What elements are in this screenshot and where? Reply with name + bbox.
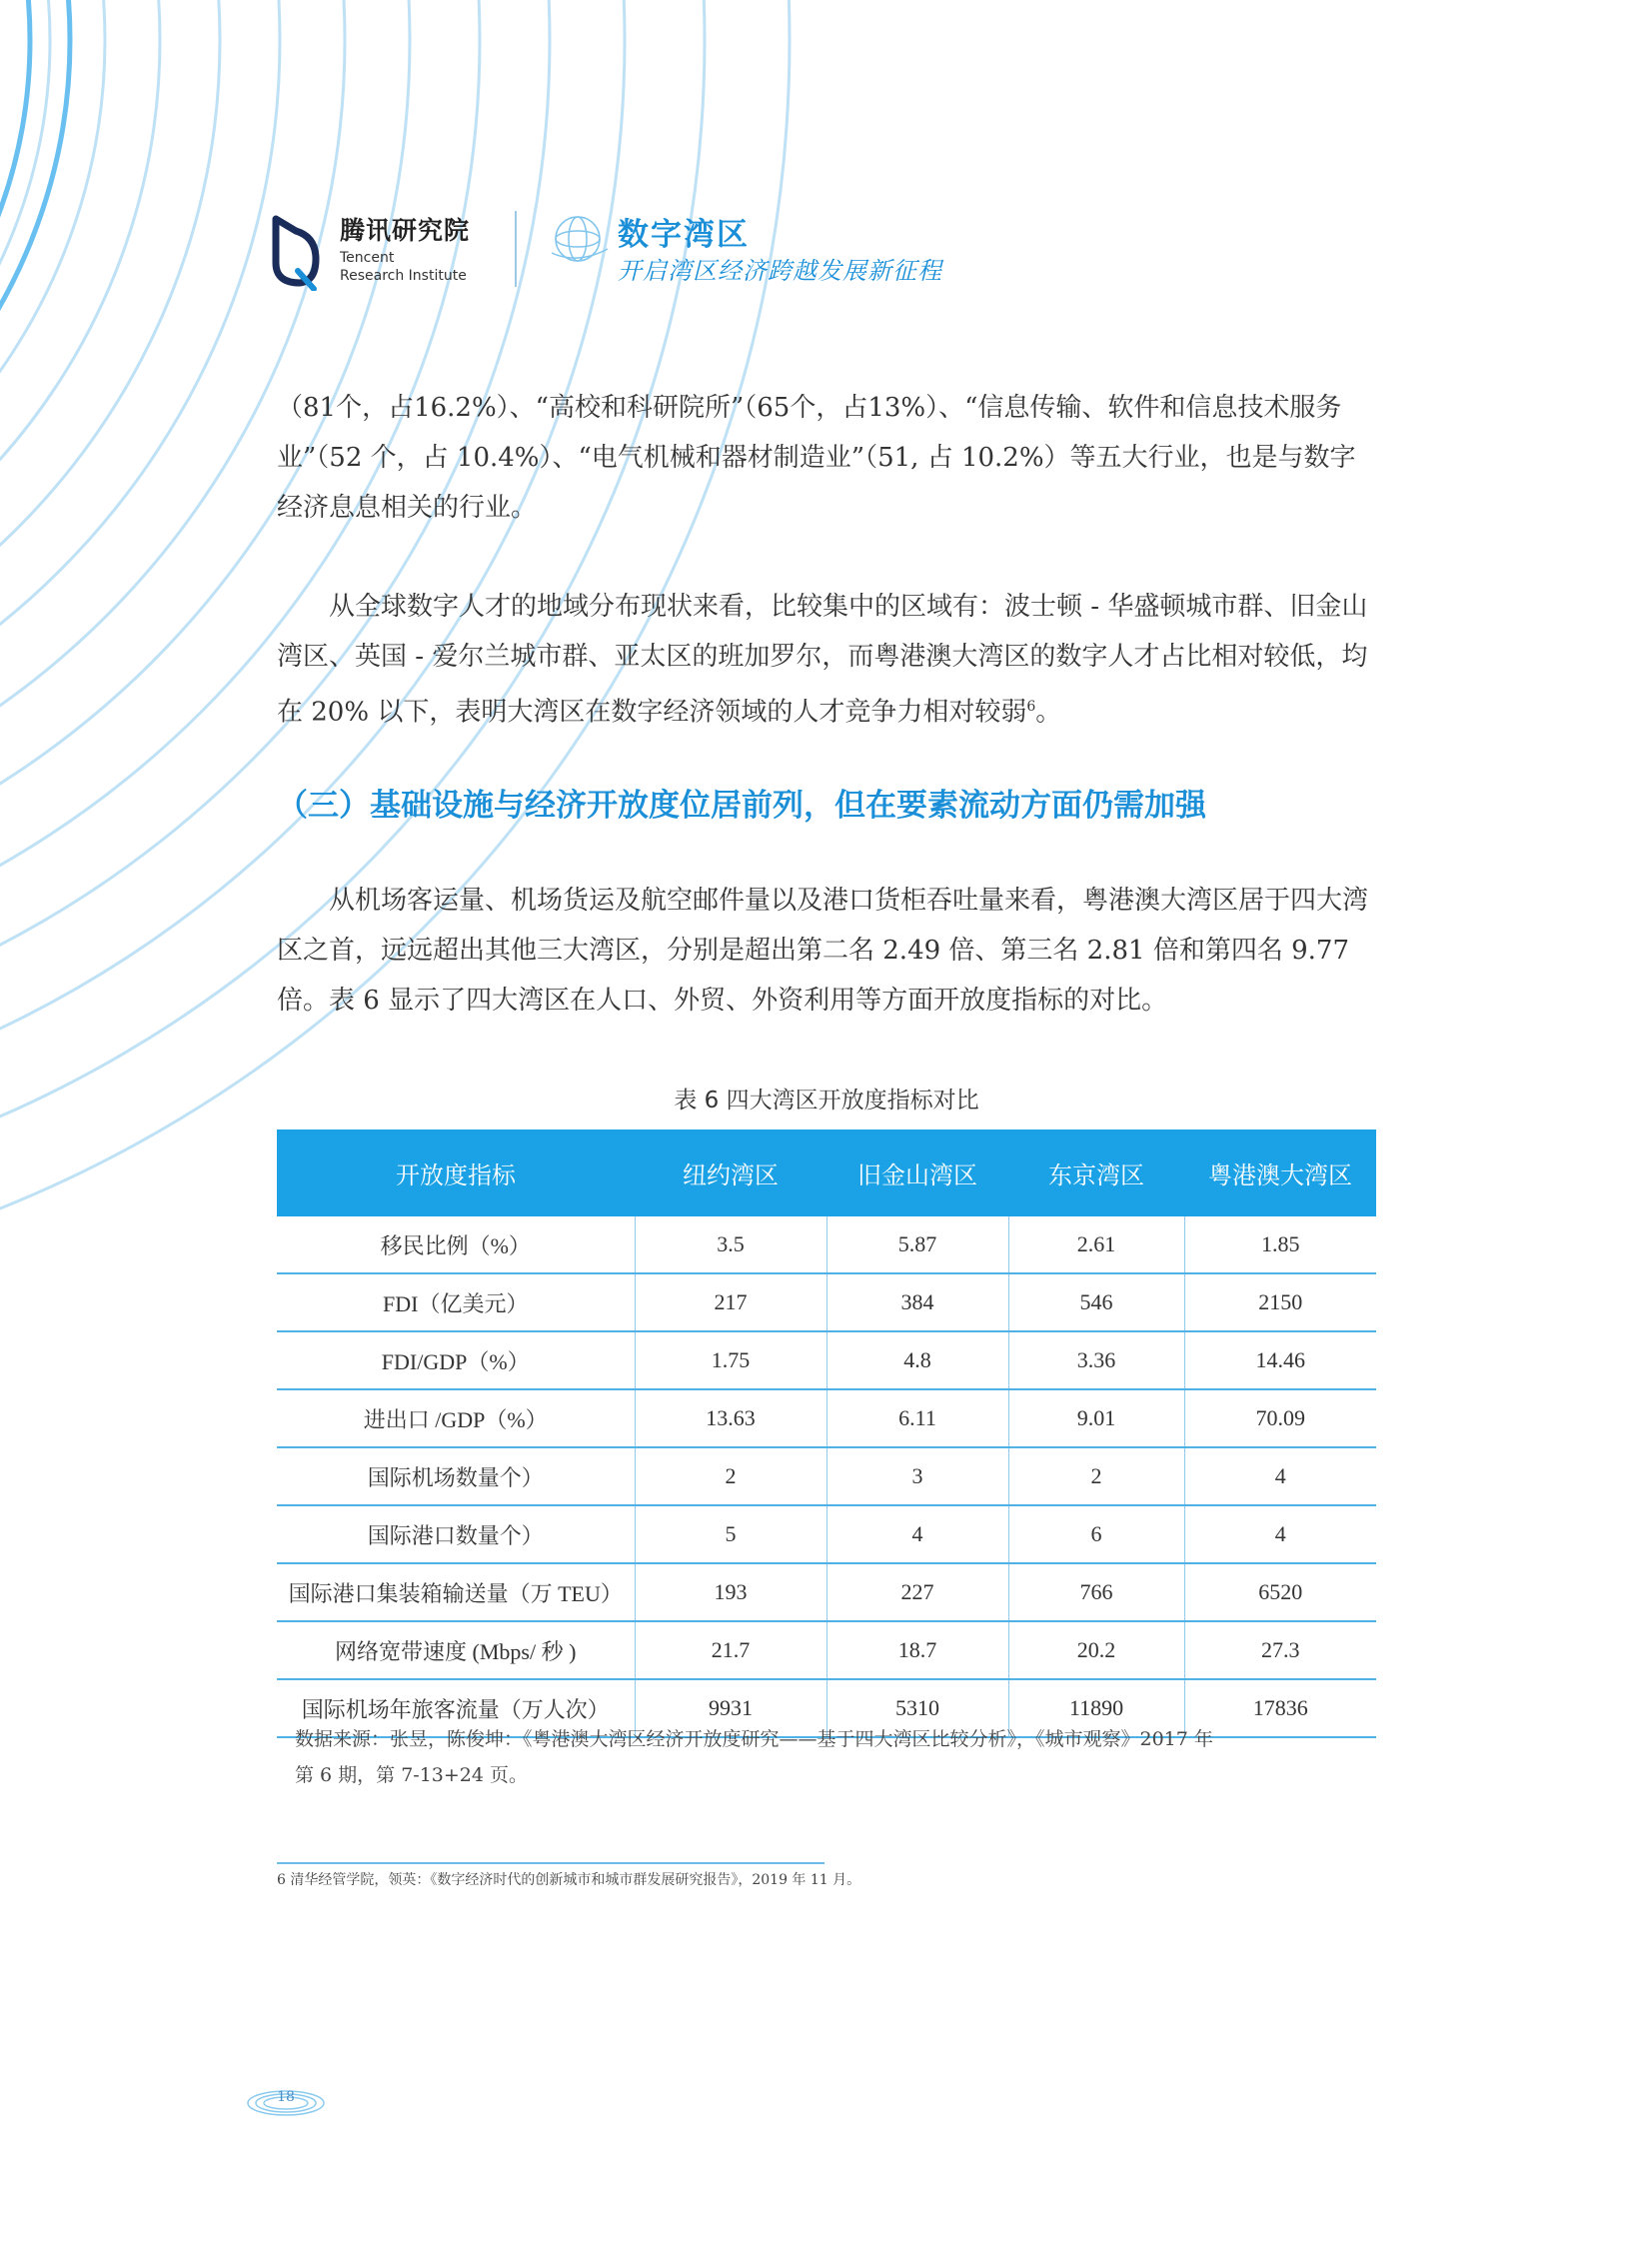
table-row bbox=[277, 1389, 1376, 1447]
section-heading: （三）基础设施与经济开放度位居前列，但在要素流动方面仍需加强 bbox=[277, 788, 1206, 824]
paragraph-3: 从机场客运量、机场货运及航空邮件量以及港口货柜吞吐量来看，粤港澳大湾区居于四大湾区之首，远远超出其他三大湾区，分别是超出第二名 2.49 倍、第三名 2.81 倍和第四名 9.77 倍。表 6 显示了四大湾区在人口、外贸、外资利用等方面开放度指标的对比。 bbox=[277, 886, 1369, 1016]
table-cell: 21.7 bbox=[635, 1621, 826, 1679]
page-number-badge bbox=[246, 2083, 326, 2123]
table-cell: 193 bbox=[635, 1563, 826, 1621]
table-cell: 4.8 bbox=[826, 1331, 1008, 1389]
table-cell: 9.01 bbox=[1008, 1389, 1184, 1447]
table-cell: 227 bbox=[826, 1563, 1008, 1621]
row-label: FDI/GDP（%） bbox=[277, 1331, 635, 1389]
table-cell: 6 bbox=[1008, 1505, 1184, 1563]
table-cell: 3.5 bbox=[635, 1216, 826, 1273]
table-cell: 384 bbox=[826, 1273, 1008, 1331]
table-cell: 5310 bbox=[826, 1679, 1008, 1737]
openness-indicator-table bbox=[277, 1129, 1376, 1738]
header-newyork: 纽约湾区 bbox=[635, 1129, 826, 1216]
tencent-research-logo-icon bbox=[270, 213, 322, 291]
table-cell: 18.7 bbox=[826, 1621, 1008, 1679]
paragraph-1: （81个，占16.2%）、“高校和科研院所”（65个，占13%）、“信息传输、软件和信息技术服务业”（52 个，占 10.4%）、“电气机械和器材制造业”（51, 占 10.2%）等五大行业，也是与数字经济息息相关的行业。 bbox=[277, 393, 1356, 523]
table-row bbox=[277, 1621, 1376, 1679]
table-row bbox=[277, 1447, 1376, 1505]
table-row bbox=[277, 1331, 1376, 1389]
row-label: 移民比例（%） bbox=[277, 1216, 635, 1273]
row-label: 国际机场数量个） bbox=[277, 1447, 635, 1505]
table-row bbox=[277, 1505, 1376, 1563]
report-subtitle: 开启湾区经济跨越发展新征程 bbox=[618, 257, 942, 285]
footnote-divider bbox=[277, 1862, 825, 1864]
table-cell: 9931 bbox=[635, 1679, 826, 1737]
digital-globe-icon bbox=[548, 209, 612, 273]
report-title: 数字湾区 bbox=[618, 217, 750, 253]
source-line-2: 第 6 期，第 7-13+24 页。 bbox=[295, 1764, 529, 1786]
table-cell: 217 bbox=[635, 1273, 826, 1331]
table-cell: 766 bbox=[1008, 1563, 1184, 1621]
table-cell: 20.2 bbox=[1008, 1621, 1184, 1679]
table-cell: 3.36 bbox=[1008, 1331, 1184, 1389]
table-cell: 6.11 bbox=[826, 1389, 1008, 1447]
table-cell: 6520 bbox=[1184, 1563, 1376, 1621]
paragraph-2-text: 从全球数字人才的地域分布现状来看，比较集中的区域有：波士顿 - 华盛顿城市群、旧金山湾区、英国 - 爱尔兰城市群、亚太区的班加罗尔，而粤港澳大湾区的数字人才占比相对较低，均在 20% 以下，表明大湾区在数字经济领域的人才竞争力相对较弱 bbox=[277, 592, 1368, 728]
header-gba: 粤港澳大湾区 bbox=[1184, 1129, 1376, 1216]
header-indicator: 开放度指标 bbox=[277, 1129, 635, 1216]
table-cell: 2.61 bbox=[1008, 1216, 1184, 1273]
table-cell: 2 bbox=[635, 1447, 826, 1505]
page-number: 18 bbox=[277, 2089, 295, 2105]
table-source-note bbox=[295, 1721, 1374, 1793]
table-cell: 13.63 bbox=[635, 1389, 826, 1447]
table-cell: 11890 bbox=[1008, 1679, 1184, 1737]
table-cell: 17836 bbox=[1184, 1679, 1376, 1737]
logo-en-text bbox=[340, 249, 467, 285]
source-line-1: 数据来源：张昱，陈俊坤：《粤港澳大湾区经济开放度研究——基于四大湾区比较分析》，《城市观察》2017 年 bbox=[295, 1728, 1213, 1750]
row-label: 国际港口数量个） bbox=[277, 1505, 635, 1563]
paragraph-2 bbox=[277, 582, 1376, 738]
footnote-6: 6 清华经管学院，领英：《数字经济时代的创新城市和城市群发展研究报告》，2019 年 11 月。 bbox=[277, 1872, 861, 1888]
table-header-row bbox=[277, 1129, 1376, 1216]
header-sanfrancisco: 旧金山湾区 bbox=[826, 1129, 1008, 1216]
table-cell: 2150 bbox=[1184, 1273, 1376, 1331]
row-label: 网络宽带速度 (Mbps/ 秒 ) bbox=[277, 1621, 635, 1679]
table-cell: 4 bbox=[1184, 1447, 1376, 1505]
table-cell: 14.46 bbox=[1184, 1331, 1376, 1389]
row-label: 国际机场年旅客流量（万人次） bbox=[277, 1679, 635, 1737]
table-cell: 2 bbox=[1008, 1447, 1184, 1505]
table-cell: 4 bbox=[826, 1505, 1008, 1563]
header-divider bbox=[515, 211, 517, 287]
row-label: 进出口 /GDP（%） bbox=[277, 1389, 635, 1447]
row-label: FDI（亿美元） bbox=[277, 1273, 635, 1331]
table-row bbox=[277, 1563, 1376, 1621]
row-label: 国际港口集装箱输送量（万 TEU） bbox=[277, 1563, 635, 1621]
table-row bbox=[277, 1273, 1376, 1331]
logo-en-line1: Tencent bbox=[340, 250, 395, 266]
logo-cn-text: 腾讯研究院 bbox=[340, 216, 471, 245]
table-row bbox=[277, 1216, 1376, 1273]
table-cell: 5 bbox=[635, 1505, 826, 1563]
logo-en-line2: Research Institute bbox=[340, 268, 467, 284]
header-tokyo: 东京湾区 bbox=[1008, 1129, 1184, 1216]
table-cell: 546 bbox=[1008, 1273, 1184, 1331]
table-cell: 1.75 bbox=[635, 1331, 826, 1389]
table-cell: 70.09 bbox=[1184, 1389, 1376, 1447]
table-cell: 5.87 bbox=[826, 1216, 1008, 1273]
table-cell: 27.3 bbox=[1184, 1621, 1376, 1679]
table-caption: 表 6 四大湾区开放度指标对比 bbox=[674, 1088, 979, 1114]
footnote-ref-6[interactable]: 6 bbox=[1026, 699, 1036, 715]
table-cell: 1.85 bbox=[1184, 1216, 1376, 1273]
paragraph-2-end: 。 bbox=[1035, 697, 1062, 728]
page-header bbox=[270, 205, 969, 295]
table-cell: 3 bbox=[826, 1447, 1008, 1505]
table-cell: 4 bbox=[1184, 1505, 1376, 1563]
